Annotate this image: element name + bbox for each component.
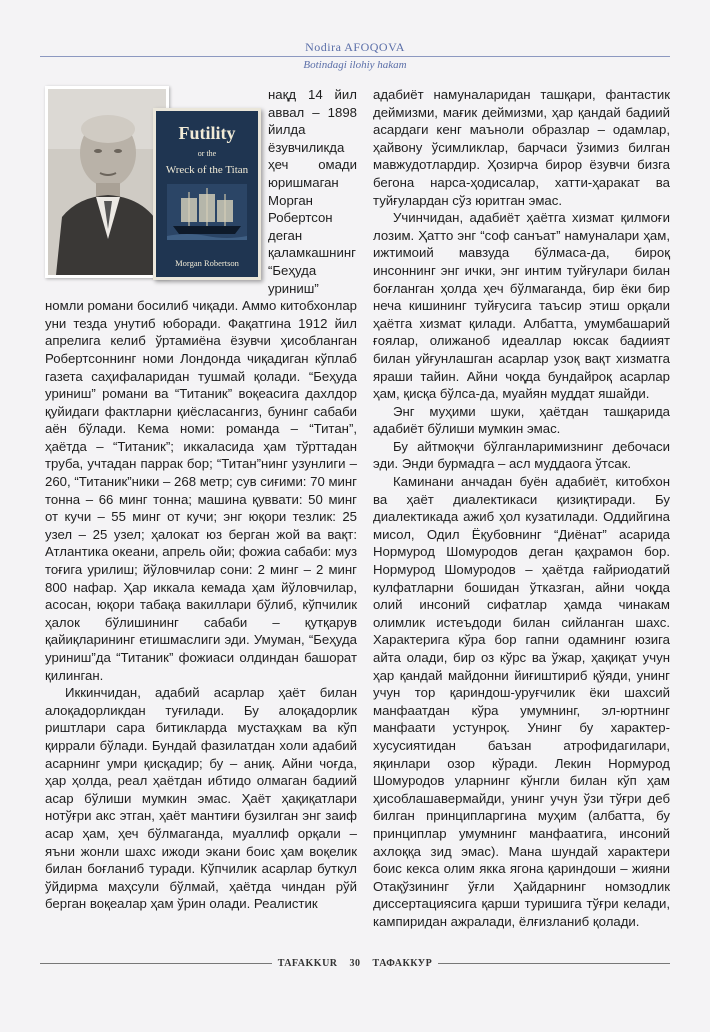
illustration — [45, 86, 260, 278]
left-column — [45, 86, 357, 913]
page-footer — [40, 958, 670, 969]
right-column — [373, 86, 670, 931]
footer-left-label: TAFAKKUR — [277, 958, 338, 969]
ship-icon — [167, 184, 247, 240]
paragraph: Учинчидан, адабиёт ҳаётга хизмат қилмоғи лозим. Ҳатто энг “соф санъат” намуналари ҳам, ижтимоий мавзуда бўлмаса-да, бироқ инсоннинг энг ички, энг интим туйғулари билан боғланган ҳолда ҳеч бўлмаганда, бир ёки бир неча кишининг туйғусига таъсир этиш орқали ҳаётга хизмат қилади. Албатта, умумбашарий ғоялар, олижаноб идеаллар юксак бадиият билан уйғунлашган асарлар узоқ вақт хизматга яраши тайин. Айни чоқда бундайроқ асарлар ҳам, қисқа бўлса-да, муайян муддат яшайди. — [373, 210, 670, 402]
header-rule — [40, 56, 670, 57]
book-author: Morgan Robertson — [175, 258, 239, 269]
portrait-icon — [48, 89, 166, 275]
book-cover — [153, 108, 261, 280]
header-subtitle: Botindagi ilohiy hakam — [303, 59, 407, 71]
footer-rule-left — [40, 963, 272, 964]
paragraph: Энг муҳими шуки, ҳаётдан ташқарида адабиёт бўлиши мумкин эмас. — [373, 403, 670, 437]
footer-rule-right — [438, 963, 670, 964]
book-title: Futility — [178, 123, 236, 143]
header-author: Nodira AFOQOVA — [305, 40, 405, 54]
book-or: or the — [197, 148, 217, 158]
footer-right-label: ТАФАККУР — [372, 958, 433, 969]
book-subtitle: Wreck of the Titan — [165, 164, 249, 177]
paragraph: адабиёт намуналаридан ташқари, фантастик деймизми, мағик деймизми, ҳар қандай бадиий асардаги кенг маънoли образлар – одамлар, ҳайвону ўсимликлар, барчаси ўзимиз билган мавжудотлардир. Ҳозирча бирор ёзувчи бизга бегона нарса-ҳодисалар, хатти-ҳаракат ва туйғулардан сўз юритган эмас. — [373, 87, 670, 208]
paragraph: нақд 14 йил аввал – 1898 йилда ёзувчиликда ҳеч омади юришмаган Морган Робертсон деган қаламкашнинг “Беҳуда уриниш” номли романи босилиб чиқади. Аммо китобхонлар уни тезда унутиб юборади. Фақатгина 1912 йил апрелига келиб ўртамиёна ёзувчи ҳисобланган Робертсоннинг номи Лондонда чиқадиган кўплаб газета саҳифаларидан тушмай қолади. “Беҳуда уриниш” романи ва “Титаник” воқеасига дахлдор қуйидаги фактларни қиёсласангиз, бунинг сабаби аён бўлади. Кема номи: романда – “Титан”, ҳаётда – “Титаник”; иккаласида ҳам тўрттадан труба, учтадан паррак бор; “Титан”нинг узунлиги – 260, “Титаник”ники – 268 метр; сув сиғими: 70 минг тонна – 66 минг тонна; машина қуввати: 50 минг от кучи – 55 минг от кучи; энг юқори тезлик: 25 узел – 25 узел; ҳалокат юз берган жой ва вақт: Атлантика океани, апрель ойи; фожиа сабаби: муз тоғига урилиш; йўловчилар сони: 2 минг – 2 минг 800 нафар. Ҳар иккала кемада ҳам йўловчилар, асосан, юқори табақа вакиллари бўлиб, кўпчилик ҳалок бўлишининг сабаби – қутқарув қайиқларининг етишмаслиги эди. Умуман, “Беҳуда уриниш”да “Титаник” фожиаси олдиндан башорат қилинган. — [45, 87, 357, 683]
paragraph: Бу айтмоқчи бўлганларимизнинг дебочаси эди. Энди бурмадга – асл муддаога ўтсак. — [373, 438, 670, 472]
portrait-photo — [45, 86, 169, 278]
running-header — [40, 40, 670, 72]
paragraph: Иккинчидан, адабий асарлар ҳаёт билан алоқадорликдан туғилади. Бу алоқадорлик риштлари сара битикларда мустаҳкам ва кўп қиррали бўлади. Бундай фазилатдан холи адабий асарнинг умри қисқадир; бу – аниқ. Айни чоғда, ҳар ҳолда, реал ҳаётдан ибтидо олмаган бадиий асар бўлиши мумкин эмас. Ҳаёт ҳақиқатлари нотўғри акс этган, ҳаёт мантиғи бузилган энг заиф асар ҳам, ҳеч бўлмаганда, муаллиф орқали – яъни жонли шахс ижоди экани боис ҳам воқелик билан боғланиб туради. Кўпчилик асарлар буткул ўйдирма маҳсули бўлмай, ҳаётда чиндан рўй берган воқеалар ҳам ўрин олади. Реалистик — [45, 685, 357, 912]
page-number: 30 — [349, 958, 361, 969]
paragraph: Каминани анчадан буён адабиёт, китобхон ва ҳаёт диалектикаси қизиқтиради. Бу диалектикада ажиб ҳол кузатилади. Оддийгина мисол, Одил Ёқубовнинг “Диёнат” асарида Нормурод Шомуродов деган қаҳрамон бор. Нормурод Шомуродов – ҳаётда ғайриодатий кулфатларни бошидан ўтказган, айни чоқда олий инсоний сифатлар ҳамда чинакам олимлик истеъдоди билан сийланган шахс. Характерига кўра бор гапни одамнинг юзига айта олади, бир оз кўрс ва ўжар, ҳақиқат учун ҳар қандай майдонни йиғиштириб қўяди, унинг учун тор қариндош-уруғчилик ёки шахсий манфаатдан кўра умумнинг, эл-юртнинг манфаати устунроқ. Унинг бу характер-хусусиятидан баъзан атрофидагилари, яқинлари озор кўради. Лекин Нормурод Шомуродов уларнинг кўнгли билан кўп ҳам ҳисоблашавермайди, унинг учун ўзи тўғри деб билган принципларгина муҳим (албатта, бу принциплар умумнинг манфаатига, инсоний ахлоққа зид эмас). Мана шундай характери боис кекса олим якка ягона қариндоши – жияни Отақўзининг ўғли Ҳайдарнинг номзодлик диссертациясига қарши туришига тўғри келади, кампиридан ажралади, ёлғизланиб қолади. — [373, 474, 670, 929]
